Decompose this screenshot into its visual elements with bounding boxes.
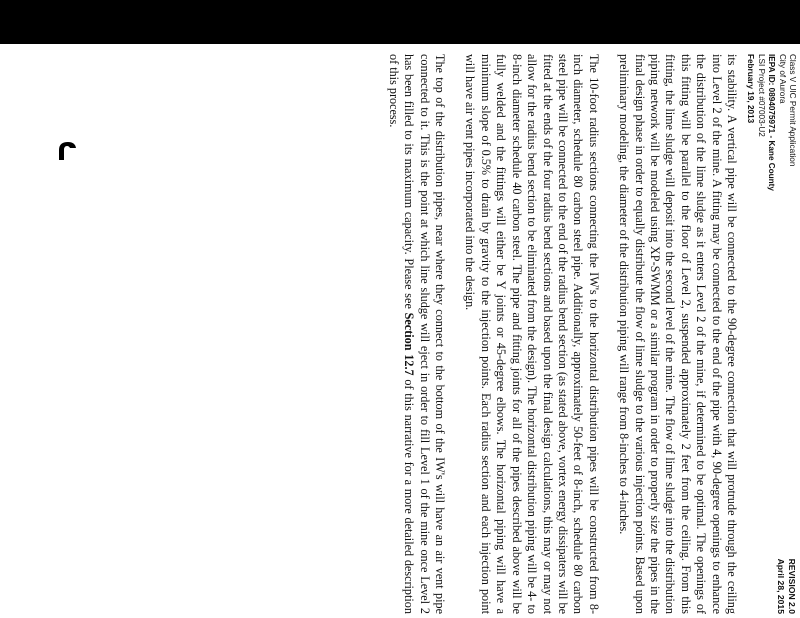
paragraph [385,54,447,614]
page-header [745,54,797,284]
header-line: IEPA ID: 0894075971 - Kane County [767,54,777,191]
revision-label: REVISION 2.0 [787,558,797,614]
header-line: LSI Project #07003-U2 [756,54,766,137]
revision-date: April 28, 2015 [776,558,786,614]
revision-block [775,559,797,614]
paragraph: its stability. A vertical pipe will be connected to the 90-degree connection that will protrude through the ceiling into Level 2 of the mine. A fitting may be connected to the end of the pipe with 4, 90-degree openings to enhance the distribution of the lime sludge as it enters Level 2 of the mine, if determined to be optimal. The openings of this fitting will be parallel to the floor of Level 2, suspended approximately 2 feet from the ceiling. From this fitting, the lime sludge will deposit into the second level of the mine. The flow of lime sludge into the distribution piping network will be modeled using XP-SWMM or a similar program in order to properly size the pipes in the final design phase in order to equally distribute the flow of lime sludge to the various injection points. Based upon preliminary modeling, the diameter of the distribution piping will range from 8-inches to 4-inches. [617,54,739,614]
paragraph-text: The top of the distribution pipes, near where they connect to the bottom of the IW's will have an air vent pipe connected to it. This is the point at which line sludge will eject in order to fill Level 1 of the mine once Level 2 has been filled to its maximum capacity. Please see [402,54,448,614]
paragraph: The 10-foot radius sections connecting the IW's to the horizontal distribution pipes will be constructed from 8-inch diameter, schedule 80 carbon steel pipe. Additionally, approximately 50-feet of 8-inch, schedule 80 carbon steel pipe will be connected to the end of the radius bend section (as stated above, vortex energy dissipaters will be fitted at the ends of the four radius bend sections and based upon the final design calculations, this may or may not allow for the radius bend section to be eliminated from the design). The horizontal distribution piping will be 4- to 8-inch diameter schedule 40 carbon steel. The pipe and fitting joints for all of the pipes described above will be fully welded and the fittings will either be Y joints or 45-degree elbows. The horizontal piping will have a minimum slope of 0.5% to drain by gravity to the injection points. Each radius section and each injection point will have air vent pipes incorporated into the design. [463,54,601,614]
document-page [137,54,797,614]
header-line: City of Aurora [777,54,787,104]
binder-hole-mark [56,140,78,162]
document-body [370,54,739,614]
paragraph-text: of this narrative for a more detailed description of this process. [386,54,417,614]
header-line: February 19, 2013 [746,54,756,124]
scanner-border [0,0,800,44]
section-reference: Section 12.7 [402,312,417,376]
header-line: Class V UIC Permit Application [788,54,797,167]
